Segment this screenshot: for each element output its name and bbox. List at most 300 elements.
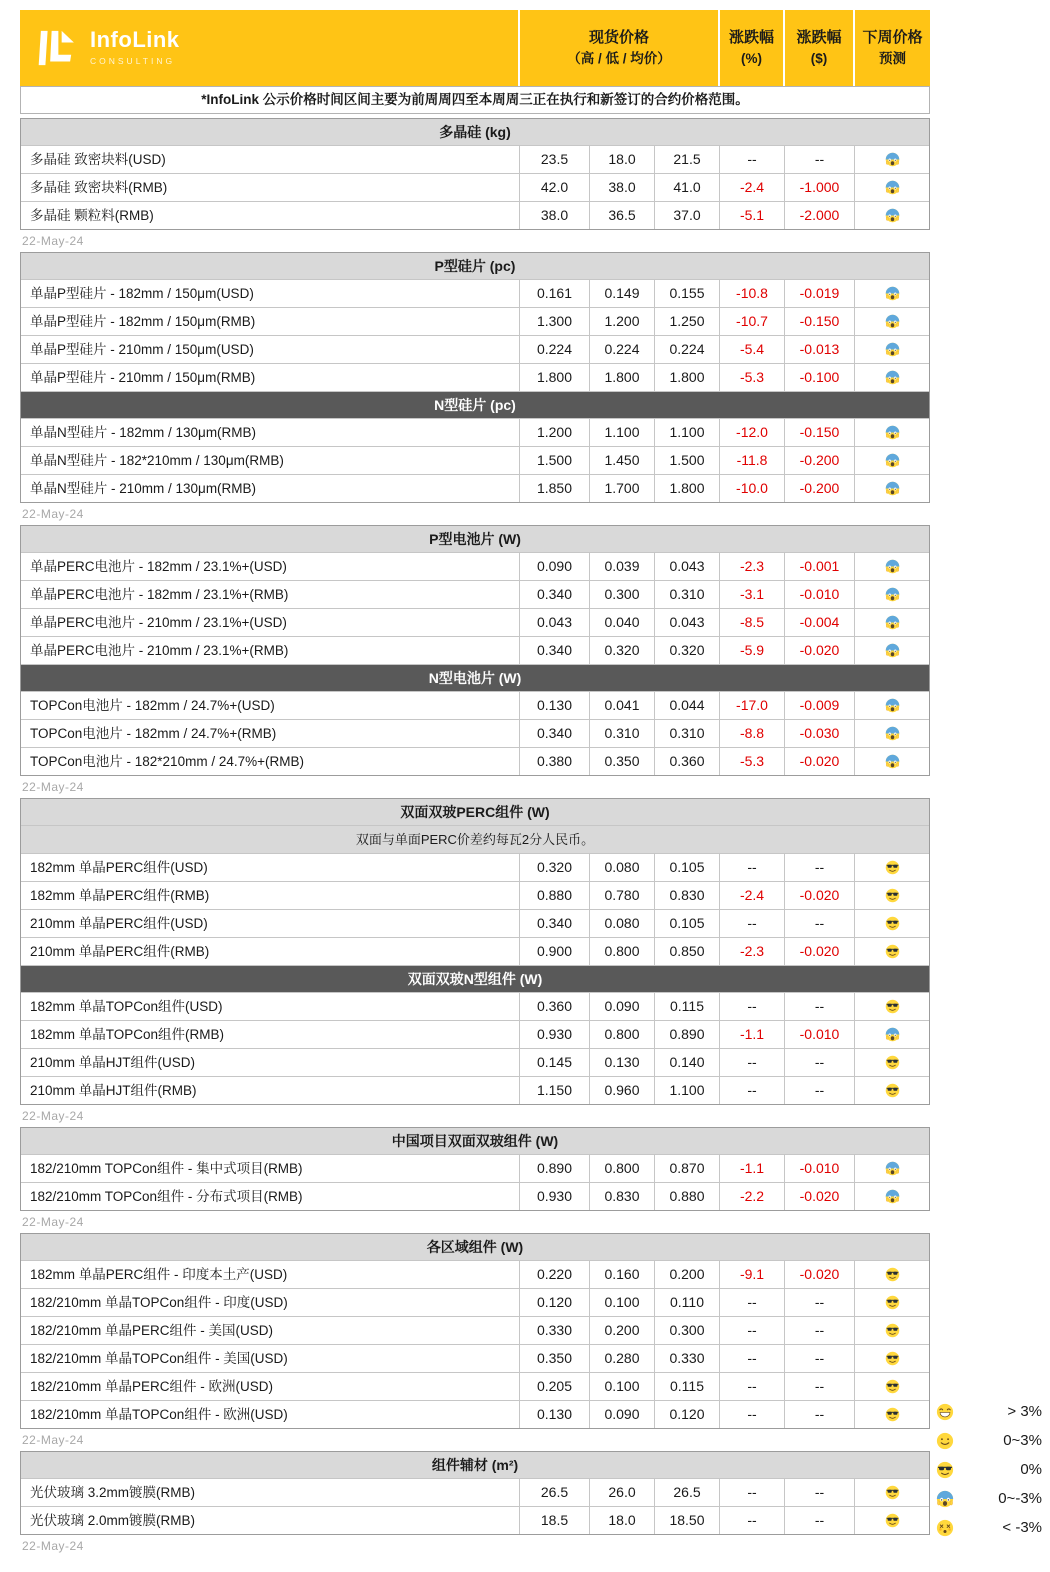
table-row — [21, 1372, 929, 1400]
price-high-cell: 0.930 — [519, 1183, 589, 1210]
column-header-spot-price — [520, 10, 720, 86]
product-label: 210mm 单晶HJT组件(RMB) — [30, 1083, 197, 1098]
legend-item — [936, 1460, 1042, 1479]
change-usd-cell: -0.020 — [784, 882, 854, 909]
change-usd-cell: -- — [784, 854, 854, 881]
price-high-cell: 0.320 — [519, 854, 589, 881]
column-title: 涨跌幅 — [728, 28, 774, 46]
section-title: 多晶硅 (kg) — [21, 119, 929, 145]
product-label: 光伏玻璃 2.0mm镀膜(RMB) — [30, 1513, 195, 1528]
change-usd-cell: -0.030 — [784, 720, 854, 747]
change-pct-cell: -10.0 — [719, 475, 784, 502]
product-label: 单晶N型硅片 - 210mm / 130μm(RMB) — [30, 481, 257, 496]
price-high-cell: 0.205 — [519, 1373, 589, 1400]
change-pct-cell: -9.1 — [719, 1261, 784, 1288]
price-low-cell: 26.0 — [589, 1479, 654, 1506]
price-avg-cell: 21.5 — [654, 146, 719, 173]
product-label: 单晶N型硅片 - 182mm / 130μm(RMB) — [30, 425, 257, 440]
price-high-cell: 0.340 — [519, 637, 589, 664]
price-high-cell: 0.350 — [519, 1345, 589, 1372]
forecast-cell — [854, 1077, 929, 1104]
product-label: 210mm 单晶HJT组件(USD) — [30, 1055, 196, 1070]
product-label: TOPCon电池片 - 182mm / 24.7%+(USD) — [30, 698, 275, 713]
price-low-cell: 0.080 — [589, 910, 654, 937]
product-label: 单晶P型硅片 - 182mm / 150μm(USD) — [30, 286, 254, 301]
table-row — [21, 937, 929, 965]
change-pct-cell: -5.1 — [719, 202, 784, 229]
product-label: 182/210mm 单晶TOPCon组件 - 美国(USD) — [30, 1351, 288, 1366]
price-high-cell: 0.130 — [519, 692, 589, 719]
change-pct-cell: -11.8 — [719, 447, 784, 474]
screaming-face-icon — [885, 481, 900, 496]
price-low-cell: 0.040 — [589, 609, 654, 636]
legend-label: 0~3% — [1003, 1432, 1042, 1449]
price-avg-cell: 0.880 — [654, 1183, 719, 1210]
price-avg-cell: 0.890 — [654, 1021, 719, 1048]
section-title: P型硅片 (pc) — [21, 253, 929, 279]
product-label: 单晶P型硅片 - 210mm / 150μm(RMB) — [30, 370, 256, 385]
table-row — [21, 552, 929, 580]
price-high-cell: 0.145 — [519, 1049, 589, 1076]
price-low-cell: 0.130 — [589, 1049, 654, 1076]
product-label: 182/210mm 单晶PERC组件 - 美国(USD) — [30, 1323, 274, 1338]
sunglasses-face-icon — [885, 944, 900, 959]
price-avg-cell: 0.120 — [654, 1401, 719, 1428]
table-row — [21, 474, 929, 502]
forecast-cell — [854, 1507, 929, 1534]
change-usd-cell: -0.019 — [784, 280, 854, 307]
product-label: 单晶N型硅片 - 182*210mm / 130μm(RMB) — [30, 453, 284, 468]
change-pct-cell: -- — [719, 854, 784, 881]
change-usd-cell: -2.000 — [784, 202, 854, 229]
screaming-face-icon — [885, 754, 900, 769]
price-avg-cell: 0.830 — [654, 882, 719, 909]
price-table-group — [20, 118, 930, 252]
price-period-note: *InfoLink 公示价格时间区间主要为前周周四至本周周三正在执行和新签订的合约价格范围。 — [20, 86, 930, 114]
price-high-cell: 1.300 — [519, 308, 589, 335]
change-pct-cell: -- — [719, 1317, 784, 1344]
price-low-cell: 0.090 — [589, 1401, 654, 1428]
screaming-face-icon — [885, 1161, 900, 1176]
price-table-block — [20, 118, 930, 230]
legend-item — [936, 1402, 1042, 1421]
forecast-cell — [854, 637, 929, 664]
section-date: 22-May-24 — [22, 1539, 84, 1553]
product-label: TOPCon电池片 - 182mm / 24.7%+(RMB) — [30, 726, 277, 741]
product-label: 182/210mm TOPCon组件 - 分布式项目(RMB) — [30, 1189, 303, 1204]
forecast-cell — [854, 1021, 929, 1048]
price-table-blocks — [20, 118, 930, 1557]
change-usd-cell: -- — [784, 1077, 854, 1104]
table-row — [21, 1478, 929, 1506]
forecast-cell — [854, 475, 929, 502]
change-usd-cell: -0.200 — [784, 475, 854, 502]
table-row — [21, 363, 929, 391]
price-high-cell: 0.161 — [519, 280, 589, 307]
change-pct-cell: -3.1 — [719, 581, 784, 608]
forecast-cell — [854, 609, 929, 636]
change-pct-cell: -5.3 — [719, 748, 784, 775]
section-title: 各区域组件 (W) — [21, 1234, 929, 1260]
forecast-cell — [854, 581, 929, 608]
change-usd-cell: -0.020 — [784, 1183, 854, 1210]
change-usd-cell: -0.010 — [784, 1155, 854, 1182]
table-row — [21, 608, 929, 636]
price-avg-cell: 0.850 — [654, 938, 719, 965]
sunglasses-face-icon — [885, 1351, 900, 1366]
table-row — [21, 1048, 929, 1076]
price-avg-cell: 1.100 — [654, 1077, 719, 1104]
price-low-cell: 0.090 — [589, 993, 654, 1020]
forecast-cell — [854, 174, 929, 201]
sunglasses-face-icon — [885, 916, 900, 931]
table-row — [21, 719, 929, 747]
price-table-group — [20, 798, 930, 1127]
sunglasses-face-icon — [885, 888, 900, 903]
table-row — [21, 1344, 929, 1372]
change-usd-cell: -1.000 — [784, 174, 854, 201]
price-high-cell: 0.090 — [519, 553, 589, 580]
change-pct-cell: -2.4 — [719, 174, 784, 201]
section-title: 中国项目双面双玻组件 (W) — [21, 1128, 929, 1154]
price-low-cell: 0.800 — [589, 1021, 654, 1048]
price-low-cell: 0.830 — [589, 1183, 654, 1210]
price-avg-cell: 1.500 — [654, 447, 719, 474]
change-pct-cell: -- — [719, 146, 784, 173]
change-usd-cell: -- — [784, 1507, 854, 1534]
product-label: 单晶PERC电池片 - 182mm / 23.1%+(RMB) — [30, 587, 289, 602]
table-row — [21, 1020, 929, 1048]
table-row — [21, 418, 929, 446]
sunglasses-face-icon — [885, 999, 900, 1014]
price-avg-cell: 0.870 — [654, 1155, 719, 1182]
sunglasses-face-icon — [885, 1485, 900, 1500]
forecast-cell — [854, 748, 929, 775]
product-label: 单晶PERC电池片 - 210mm / 23.1%+(USD) — [30, 615, 287, 630]
price-high-cell: 0.880 — [519, 882, 589, 909]
price-avg-cell: 0.310 — [654, 720, 719, 747]
table-row — [21, 691, 929, 719]
price-sheet — [20, 10, 930, 1557]
column-subtitle: (%) — [741, 51, 762, 67]
change-usd-cell: -0.001 — [784, 553, 854, 580]
change-pct-cell: -- — [719, 1507, 784, 1534]
screaming-face-icon — [885, 643, 900, 658]
change-pct-cell: -- — [719, 910, 784, 937]
price-low-cell: 0.160 — [589, 1261, 654, 1288]
table-row — [21, 992, 929, 1020]
forecast-cell — [854, 1401, 929, 1428]
forecast-cell — [854, 938, 929, 965]
product-label: 210mm 单晶PERC组件(USD) — [30, 916, 208, 931]
screaming-face-icon — [885, 1189, 900, 1204]
product-label: 光伏玻璃 3.2mm镀膜(RMB) — [30, 1485, 195, 1500]
screaming-face-icon — [885, 453, 900, 468]
forecast-cell — [854, 854, 929, 881]
price-avg-cell: 0.200 — [654, 1261, 719, 1288]
price-avg-cell: 1.800 — [654, 364, 719, 391]
change-usd-cell: -0.150 — [784, 419, 854, 446]
price-high-cell: 42.0 — [519, 174, 589, 201]
change-usd-cell: -- — [784, 1317, 854, 1344]
change-usd-cell: -0.020 — [784, 938, 854, 965]
price-avg-cell: 0.320 — [654, 637, 719, 664]
grinning-face-icon — [936, 1403, 954, 1421]
section-date: 22-May-24 — [22, 234, 84, 248]
change-pct-cell: -- — [719, 1401, 784, 1428]
product-label: 单晶P型硅片 - 210mm / 150μm(USD) — [30, 342, 254, 357]
section-date: 22-May-24 — [22, 1433, 84, 1447]
forecast-cell — [854, 882, 929, 909]
table-row — [21, 279, 929, 307]
legend-item — [936, 1518, 1042, 1537]
price-avg-cell: 0.310 — [654, 581, 719, 608]
product-label: 182/210mm 单晶TOPCon组件 - 欧洲(USD) — [30, 1407, 288, 1422]
price-low-cell: 0.041 — [589, 692, 654, 719]
forecast-cell — [854, 1261, 929, 1288]
screaming-face-icon — [885, 615, 900, 630]
change-pct-cell: -10.7 — [719, 308, 784, 335]
price-avg-cell: 1.250 — [654, 308, 719, 335]
price-table-block — [20, 252, 930, 503]
price-avg-cell: 1.100 — [654, 419, 719, 446]
screaming-face-icon — [885, 152, 900, 167]
change-pct-cell: -5.4 — [719, 336, 784, 363]
price-table-group — [20, 1451, 930, 1557]
product-label: 多晶硅 颗粒料(RMB) — [30, 208, 154, 223]
forecast-cell — [854, 993, 929, 1020]
change-pct-cell: -8.5 — [719, 609, 784, 636]
table-row — [21, 1400, 929, 1428]
change-pct-cell: -12.0 — [719, 419, 784, 446]
price-avg-cell: 0.155 — [654, 280, 719, 307]
price-high-cell: 0.220 — [519, 1261, 589, 1288]
price-high-cell: 18.5 — [519, 1507, 589, 1534]
column-header-change-pct — [720, 10, 785, 86]
forecast-cell — [854, 336, 929, 363]
price-low-cell: 1.700 — [589, 475, 654, 502]
change-usd-cell: -- — [784, 1289, 854, 1316]
forecast-cell — [854, 1373, 929, 1400]
price-low-cell: 1.450 — [589, 447, 654, 474]
table-row — [21, 636, 929, 664]
price-low-cell: 0.800 — [589, 1155, 654, 1182]
change-usd-cell: -0.010 — [784, 1021, 854, 1048]
forecast-cell — [854, 308, 929, 335]
price-high-cell: 0.360 — [519, 993, 589, 1020]
price-avg-cell: 26.5 — [654, 1479, 719, 1506]
forecast-cell — [854, 1183, 929, 1210]
slightly-smiling-face-icon — [936, 1432, 954, 1450]
price-avg-cell: 41.0 — [654, 174, 719, 201]
forecast-cell — [854, 146, 929, 173]
change-usd-cell: -- — [784, 1479, 854, 1506]
section-title: 组件辅材 (m²) — [21, 1452, 929, 1478]
table-row — [21, 1506, 929, 1534]
product-label: TOPCon电池片 - 182*210mm / 24.7%+(RMB) — [30, 754, 304, 769]
column-title: 涨跌幅 — [796, 28, 842, 46]
price-low-cell: 0.100 — [589, 1289, 654, 1316]
table-row — [21, 853, 929, 881]
price-low-cell: 0.224 — [589, 336, 654, 363]
forecast-cell — [854, 692, 929, 719]
legend-item — [936, 1489, 1042, 1508]
price-low-cell: 18.0 — [589, 146, 654, 173]
change-usd-cell: -0.010 — [784, 581, 854, 608]
change-pct-cell: -1.1 — [719, 1021, 784, 1048]
price-avg-cell: 0.330 — [654, 1345, 719, 1372]
price-low-cell: 0.300 — [589, 581, 654, 608]
change-pct-cell: -1.1 — [719, 1155, 784, 1182]
price-low-cell: 0.310 — [589, 720, 654, 747]
table-row — [21, 145, 929, 173]
change-usd-cell: -- — [784, 910, 854, 937]
table-row — [21, 335, 929, 363]
forecast-cell — [854, 364, 929, 391]
sunglasses-face-icon — [885, 1513, 900, 1528]
price-avg-cell: 0.224 — [654, 336, 719, 363]
product-label: 182mm 单晶PERC组件(RMB) — [30, 888, 210, 903]
change-usd-cell: -- — [784, 1373, 854, 1400]
table-row — [21, 747, 929, 775]
price-low-cell: 1.100 — [589, 419, 654, 446]
screaming-face-icon — [885, 342, 900, 357]
column-subtitle: ($) — [810, 51, 828, 67]
price-low-cell: 0.320 — [589, 637, 654, 664]
price-table-group — [20, 252, 930, 525]
sunglasses-face-icon — [885, 1379, 900, 1394]
forecast-cell — [854, 202, 929, 229]
product-label: 多晶硅 致密块料(USD) — [30, 152, 166, 167]
price-low-cell: 36.5 — [589, 202, 654, 229]
price-high-cell: 1.800 — [519, 364, 589, 391]
column-title: 现货价格 — [588, 28, 649, 46]
section-date: 22-May-24 — [22, 507, 84, 521]
price-low-cell: 0.200 — [589, 1317, 654, 1344]
section-title: P型电池片 (W) — [21, 526, 929, 552]
section-subnote: 双面与单面PERC价差约每瓦2分人民币。 — [21, 825, 929, 853]
section-title: 双面双玻PERC组件 (W) — [21, 799, 929, 825]
price-high-cell: 0.340 — [519, 910, 589, 937]
product-label: 182mm 单晶PERC组件 - 印度本土产(USD) — [30, 1267, 288, 1282]
product-label: 单晶PERC电池片 - 210mm / 23.1%+(RMB) — [30, 643, 289, 658]
price-high-cell: 0.330 — [519, 1317, 589, 1344]
section-date: 22-May-24 — [22, 1109, 84, 1123]
screaming-face-icon — [885, 370, 900, 385]
price-high-cell: 0.224 — [519, 336, 589, 363]
change-usd-cell: -0.100 — [784, 364, 854, 391]
column-header-change-usd — [785, 10, 855, 86]
table-row — [21, 1076, 929, 1104]
forecast-cell — [854, 1289, 929, 1316]
change-pct-cell: -- — [719, 993, 784, 1020]
price-avg-cell: 18.50 — [654, 1507, 719, 1534]
product-label: 单晶P型硅片 - 182mm / 150μm(RMB) — [30, 314, 256, 329]
forecast-cell — [854, 1049, 929, 1076]
screaming-face-icon — [885, 425, 900, 440]
sunglasses-face-icon — [885, 1055, 900, 1070]
table-row — [21, 881, 929, 909]
price-high-cell: 23.5 — [519, 146, 589, 173]
table-row — [21, 446, 929, 474]
price-low-cell: 0.280 — [589, 1345, 654, 1372]
price-high-cell: 0.930 — [519, 1021, 589, 1048]
screaming-face-icon — [885, 208, 900, 223]
screaming-face-icon — [885, 286, 900, 301]
column-subtitle: 预测 — [879, 51, 906, 67]
forecast-cell — [854, 447, 929, 474]
forecast-cell — [854, 1479, 929, 1506]
table-row — [21, 909, 929, 937]
price-avg-cell: 0.044 — [654, 692, 719, 719]
brand-name: InfoLink — [90, 26, 180, 52]
forecast-cell — [854, 720, 929, 747]
change-usd-cell: -- — [784, 1401, 854, 1428]
change-pct-cell: -2.2 — [719, 1183, 784, 1210]
price-avg-cell: 0.105 — [654, 910, 719, 937]
price-high-cell: 0.120 — [519, 1289, 589, 1316]
price-table-block — [20, 1127, 930, 1211]
change-pct-cell: -10.8 — [719, 280, 784, 307]
price-table-block — [20, 1233, 930, 1429]
price-low-cell: 0.080 — [589, 854, 654, 881]
sunglasses-face-icon — [885, 1407, 900, 1422]
price-avg-cell: 0.110 — [654, 1289, 719, 1316]
change-pct-cell: -2.3 — [719, 553, 784, 580]
section-title: N型电池片 (W) — [21, 664, 929, 691]
product-label: 182/210mm TOPCon组件 - 集中式项目(RMB) — [30, 1161, 303, 1176]
price-high-cell: 0.043 — [519, 609, 589, 636]
price-low-cell: 0.800 — [589, 938, 654, 965]
product-label: 182/210mm 单晶TOPCon组件 - 印度(USD) — [30, 1295, 288, 1310]
legend-label: 0~-3% — [998, 1490, 1042, 1507]
change-usd-cell: -0.200 — [784, 447, 854, 474]
price-avg-cell: 0.115 — [654, 1373, 719, 1400]
price-low-cell: 0.100 — [589, 1373, 654, 1400]
change-usd-cell: -0.013 — [784, 336, 854, 363]
change-usd-cell: -- — [784, 146, 854, 173]
price-high-cell: 0.130 — [519, 1401, 589, 1428]
table-row — [21, 173, 929, 201]
price-high-cell: 38.0 — [519, 202, 589, 229]
change-usd-cell: -0.020 — [784, 637, 854, 664]
price-table-block — [20, 525, 930, 776]
price-table-group — [20, 1233, 930, 1451]
price-low-cell: 0.960 — [589, 1077, 654, 1104]
change-usd-cell: -0.004 — [784, 609, 854, 636]
forecast-cell — [854, 1317, 929, 1344]
price-low-cell: 38.0 — [589, 174, 654, 201]
product-label: 182mm 单晶TOPCon组件(USD) — [30, 999, 223, 1014]
column-title: 下周价格 — [862, 28, 923, 46]
change-usd-cell: -- — [784, 993, 854, 1020]
section-title: N型硅片 (pc) — [21, 391, 929, 418]
change-usd-cell: -0.150 — [784, 308, 854, 335]
forecast-cell — [854, 1345, 929, 1372]
change-usd-cell: -0.009 — [784, 692, 854, 719]
price-high-cell: 1.850 — [519, 475, 589, 502]
forecast-cell — [854, 1155, 929, 1182]
price-high-cell: 0.340 — [519, 720, 589, 747]
change-pct-cell: -- — [719, 1289, 784, 1316]
price-low-cell: 0.149 — [589, 280, 654, 307]
sunglasses-face-icon — [936, 1461, 954, 1479]
sunglasses-face-icon — [885, 860, 900, 875]
brand-subtitle: CONSULTING — [90, 56, 176, 66]
table-row — [21, 201, 929, 229]
screaming-face-icon — [885, 698, 900, 713]
price-avg-cell: 37.0 — [654, 202, 719, 229]
